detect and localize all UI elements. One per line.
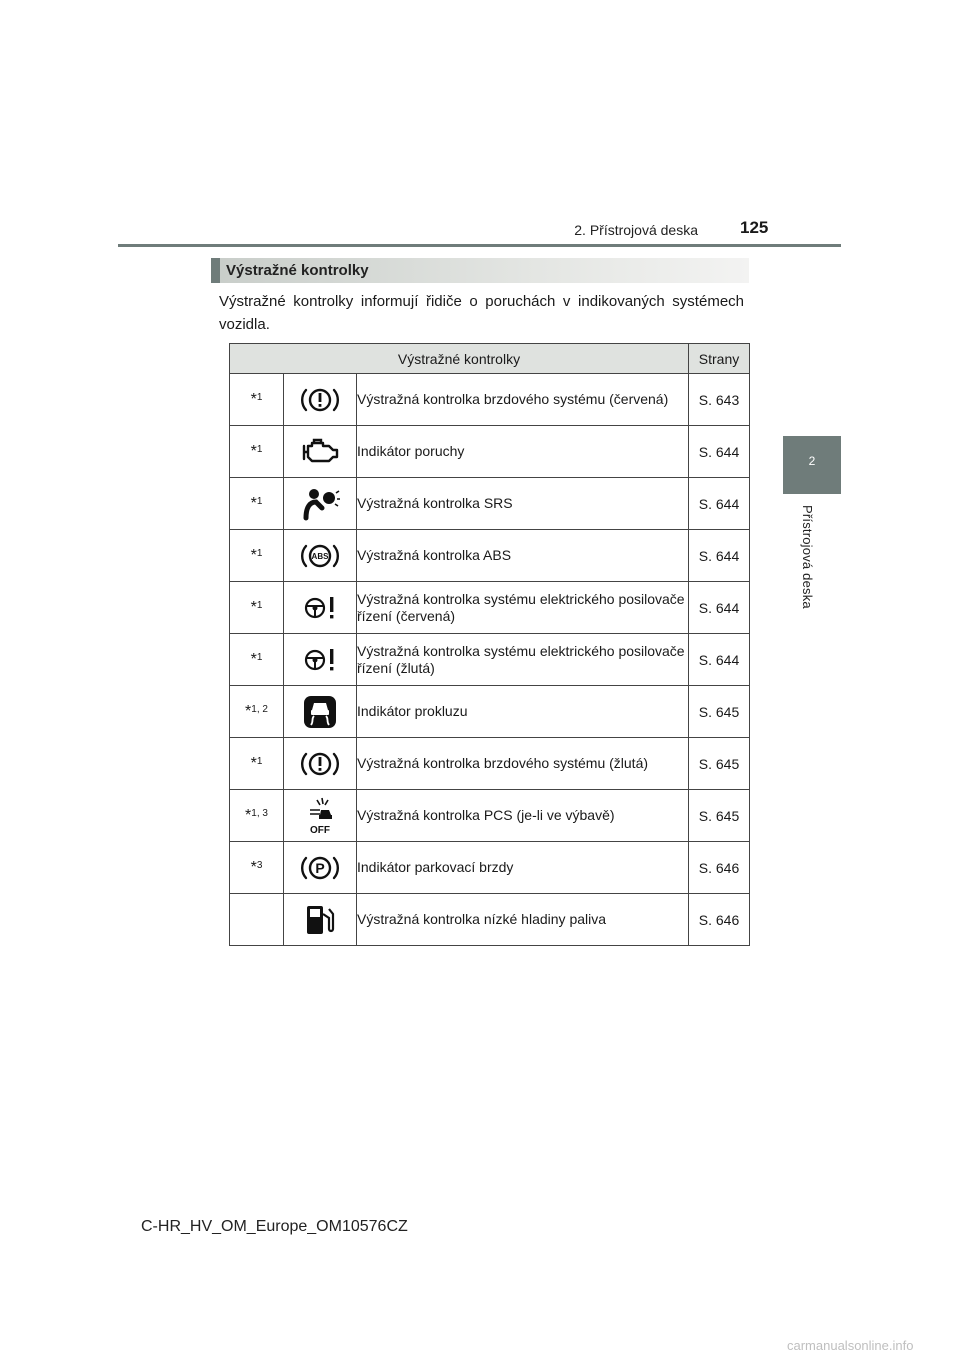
table-row <box>230 634 750 686</box>
footnote-asterisk: * <box>245 806 252 824</box>
footnote-number: 1 <box>256 755 263 767</box>
abs-icon <box>284 530 357 582</box>
footnote-number: 1 <box>256 599 263 611</box>
header-rule <box>118 244 841 247</box>
warning-light-description: Výstražná kontrolka brzdového systému (žlutá) <box>357 738 689 790</box>
parking-brake-letter: P <box>315 859 325 876</box>
table-row <box>230 790 750 842</box>
footnote-asterisk: * <box>250 754 257 772</box>
footnote-asterisk: * <box>250 442 257 460</box>
power-steering-yellow-icon <box>284 634 357 686</box>
footnote-cell <box>230 894 284 946</box>
footnote-number: 1 <box>256 547 263 559</box>
low-fuel-icon <box>284 894 357 946</box>
brake-warning-red-icon <box>284 374 357 426</box>
footnote-number: 3 <box>256 859 263 871</box>
footnote-asterisk: * <box>250 390 257 408</box>
footnote-cell <box>230 374 284 426</box>
footnote-asterisk: * <box>250 494 257 512</box>
table-header-lights: Výstražné kontrolky <box>230 344 689 374</box>
footnote-number: 1, 3 <box>251 807 268 819</box>
footnote-asterisk: * <box>250 598 257 616</box>
footnote-cell <box>230 790 284 842</box>
table-row <box>230 582 750 634</box>
check-engine-icon <box>284 426 357 478</box>
section-title: Výstražné kontrolky <box>211 258 749 283</box>
watermark: carmanualsonline.info <box>787 1338 914 1353</box>
footnote-asterisk: * <box>245 702 252 720</box>
footnote-asterisk: * <box>250 546 257 564</box>
warning-light-description: Výstražná kontrolka systému elektrického posilovače řízení (žlutá) <box>357 634 689 686</box>
footnote-number: 1 <box>256 443 263 455</box>
footnote-asterisk: * <box>250 650 257 668</box>
table-row <box>230 686 750 738</box>
page-reference: S. 645 <box>689 686 750 738</box>
page-reference: S. 643 <box>689 374 750 426</box>
pcs-off-label: OFF <box>310 824 330 836</box>
footnote-number: 1, 2 <box>251 703 268 715</box>
warning-light-description: Indikátor poruchy <box>357 426 689 478</box>
table-header-pages: Strany <box>689 344 750 374</box>
warning-light-description: Výstražná kontrolka brzdového systému (červená) <box>357 374 689 426</box>
warning-light-description: Indikátor parkovací brzdy <box>357 842 689 894</box>
page-reference: S. 645 <box>689 738 750 790</box>
footnote-number: 1 <box>256 651 263 663</box>
table-row <box>230 738 750 790</box>
page-reference: S. 646 <box>689 842 750 894</box>
footnote-cell <box>230 530 284 582</box>
footnote-cell <box>230 738 284 790</box>
footnote-cell <box>230 686 284 738</box>
footnote-cell <box>230 426 284 478</box>
page-reference: S. 644 <box>689 582 750 634</box>
warning-light-description: Indikátor prokluzu <box>357 686 689 738</box>
footnote-cell <box>230 478 284 530</box>
warning-light-description: Výstražná kontrolka systému elektrického posilovače řízení (červená) <box>357 582 689 634</box>
page-reference: S. 644 <box>689 530 750 582</box>
header-page-number: 125 <box>740 218 769 237</box>
table-row <box>230 894 750 946</box>
parking-brake-icon <box>284 842 357 894</box>
table-row <box>230 426 750 478</box>
footnote-number: 1 <box>256 495 263 507</box>
table-header-row <box>230 344 750 374</box>
footnote-asterisk: * <box>250 858 257 876</box>
warning-light-description: Výstražná kontrolka SRS <box>357 478 689 530</box>
warning-lights-table <box>229 343 750 946</box>
svg-text:ABS: ABS <box>311 551 329 561</box>
page-reference: S. 645 <box>689 790 750 842</box>
page-reference: S. 644 <box>689 426 750 478</box>
brake-warning-yellow-icon <box>284 738 357 790</box>
footnote-cell <box>230 582 284 634</box>
warning-light-description: Výstražná kontrolka ABS <box>357 530 689 582</box>
table-row <box>230 374 750 426</box>
table-row <box>230 478 750 530</box>
srs-airbag-icon <box>284 478 357 530</box>
header-section-title: 2. Přístrojová deska <box>574 222 698 238</box>
slip-indicator-icon <box>284 686 357 738</box>
intro-paragraph: Výstražné kontrolky informují řidiče o poruchách v indikovaných systémech vozidla. <box>219 293 744 333</box>
table-row <box>230 530 750 582</box>
page-reference: S. 646 <box>689 894 750 946</box>
pcs-off-icon <box>284 790 357 842</box>
footer-document-code: C-HR_HV_OM_Europe_OM10576CZ <box>141 1218 408 1235</box>
side-tab-label: Přístrojová deska <box>800 505 815 609</box>
power-steering-red-icon <box>284 582 357 634</box>
warning-light-description: Výstražná kontrolka PCS (je-li ve výbavě) <box>357 790 689 842</box>
warning-light-description: Výstražná kontrolka nízké hladiny paliva <box>357 894 689 946</box>
side-tab-number: 2 <box>783 436 841 494</box>
page-reference: S. 644 <box>689 634 750 686</box>
footnote-cell <box>230 634 284 686</box>
footnote-cell <box>230 842 284 894</box>
table-row <box>230 842 750 894</box>
page-reference: S. 644 <box>689 478 750 530</box>
footnote-number: 1 <box>256 391 263 403</box>
